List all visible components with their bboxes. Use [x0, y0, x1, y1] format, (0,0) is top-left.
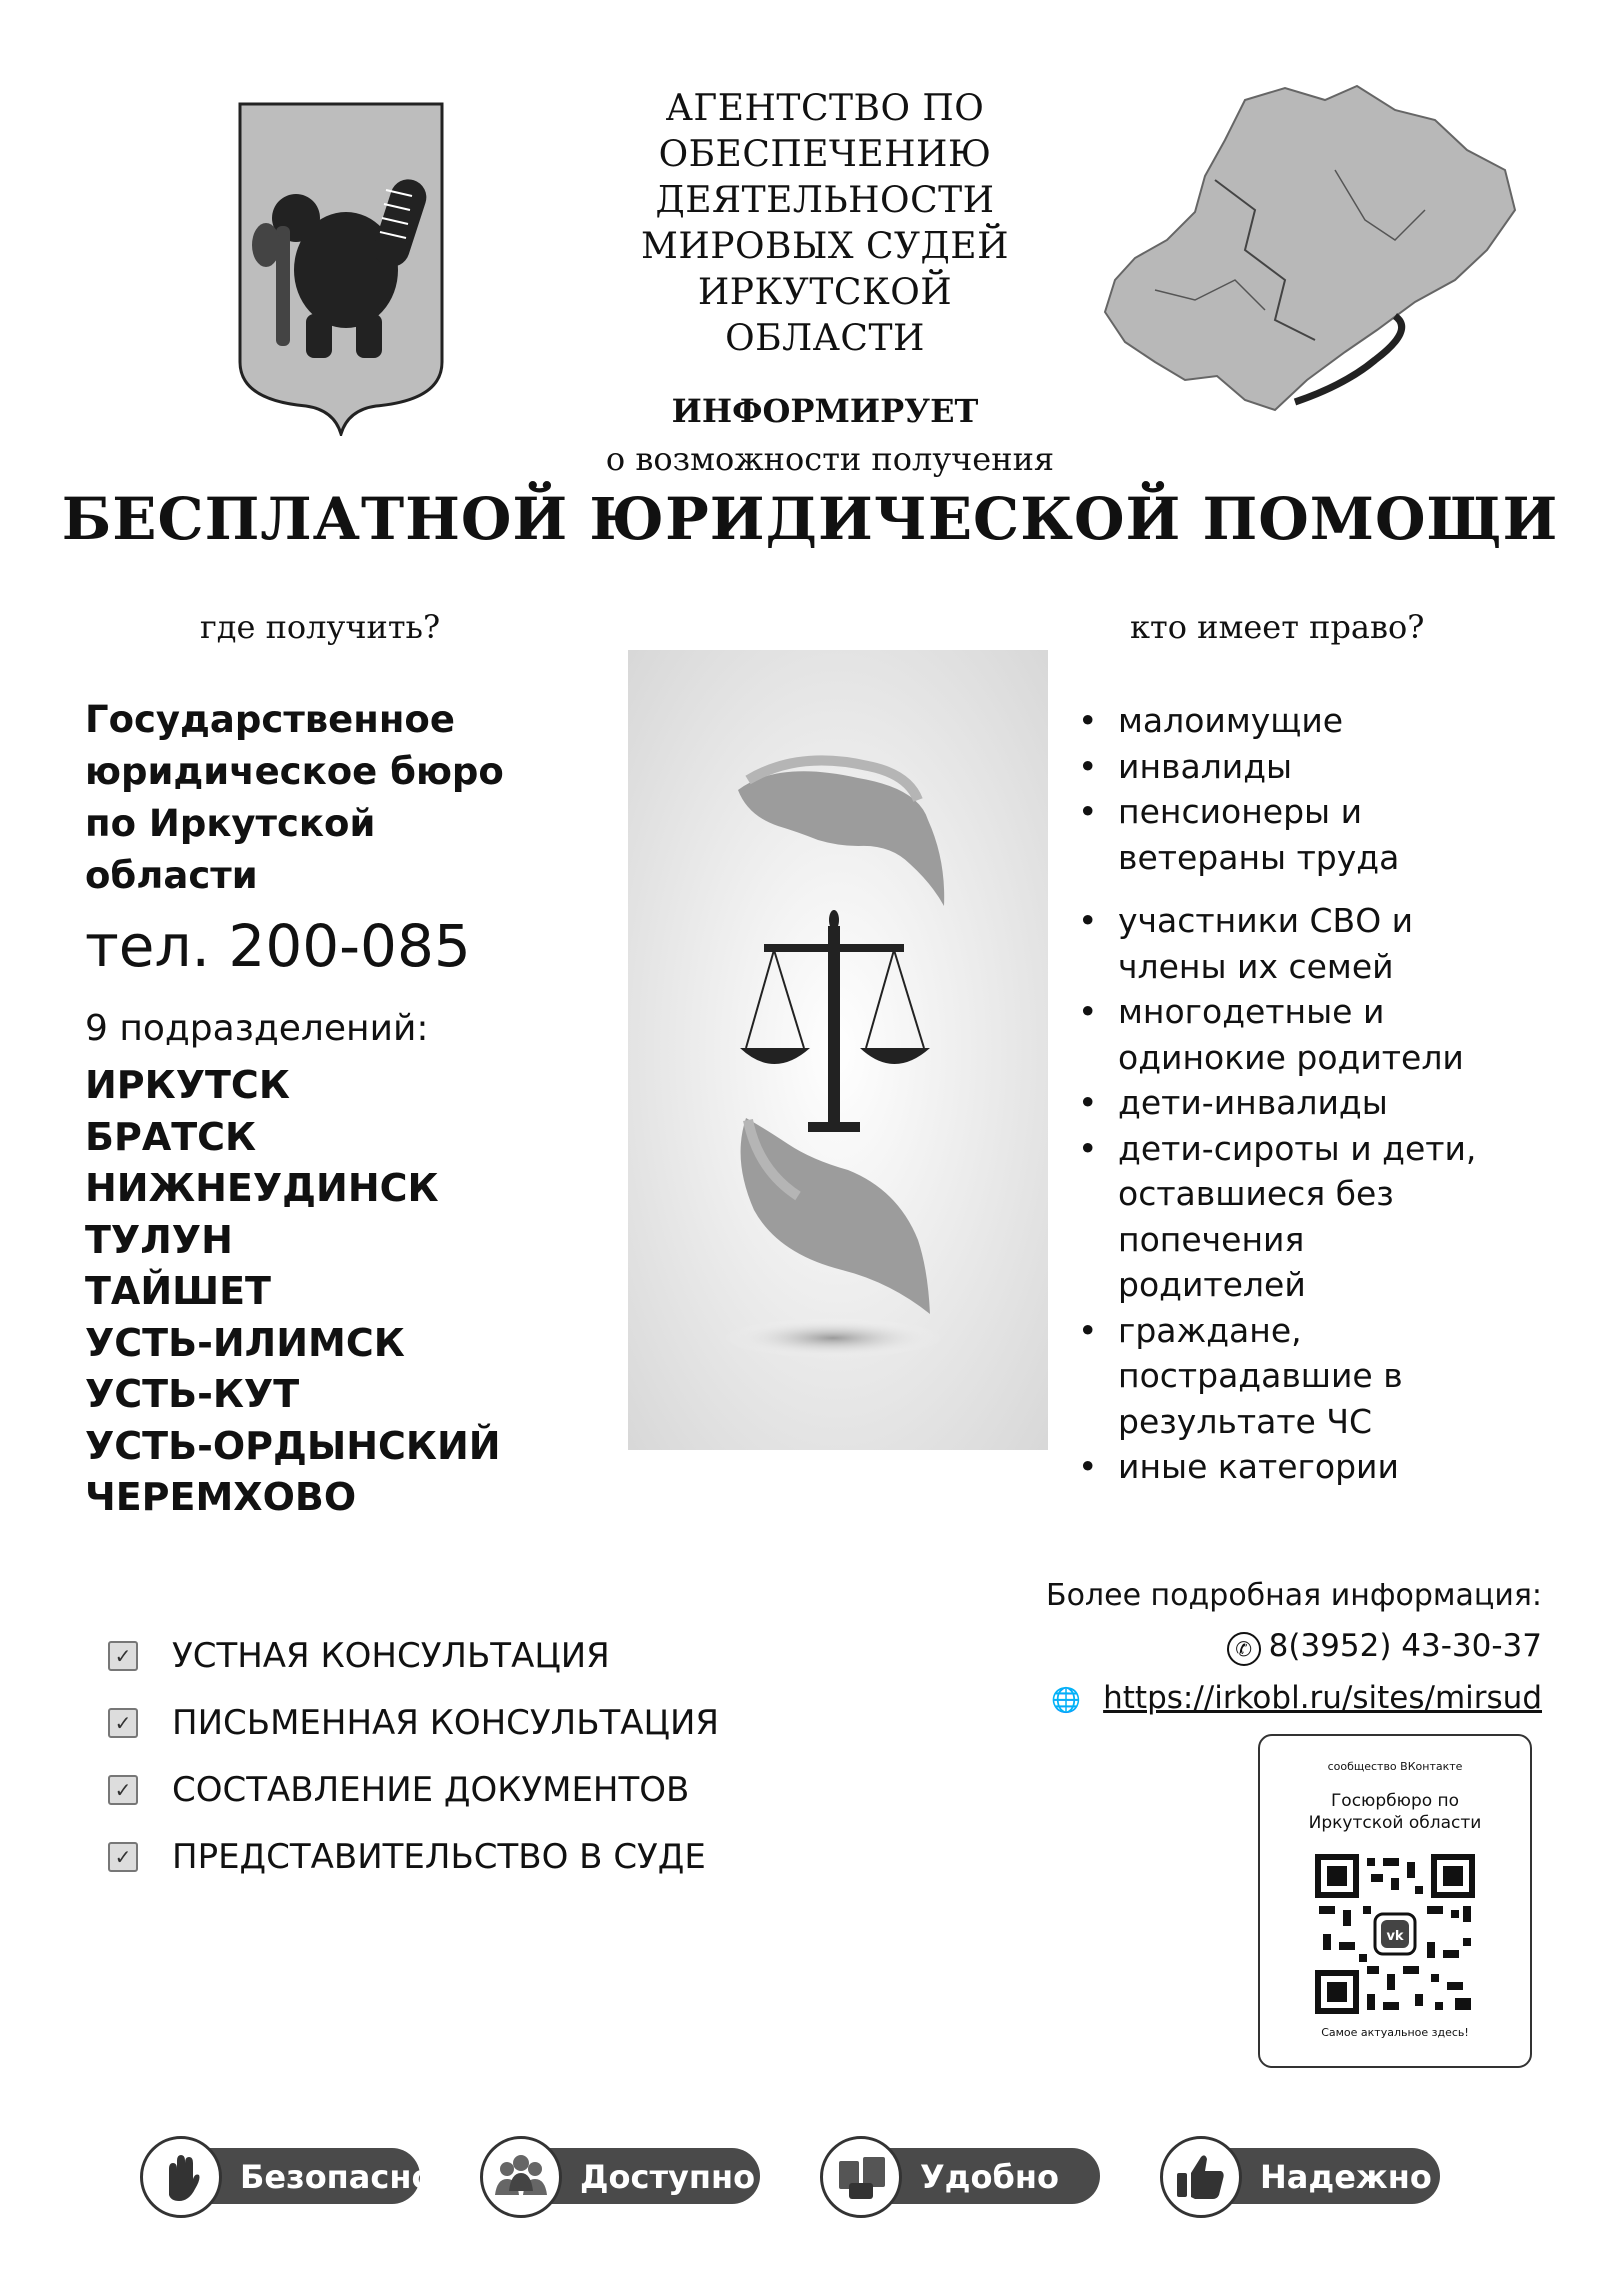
more-info-phone [1100, 1628, 1542, 1666]
agency-line: МИРОВЫХ СУДЕЙ [641, 226, 1009, 267]
qr-caption-top: сообщество ВКонтакте [1327, 1760, 1463, 1773]
category-text: пострадавшие в [1118, 1356, 1403, 1395]
category-item [1078, 1308, 1548, 1445]
badge-label: Удобно [920, 2158, 1059, 2196]
agency-line: ОБЕСПЕЧЕНИЮ [658, 134, 992, 175]
category-item [1078, 1126, 1548, 1308]
qr-name-line: Иркутской области [1308, 1813, 1482, 1833]
informs-heading: ИНФОРМИРУЕТ [671, 392, 979, 430]
service-label: УСТНАЯ КОНСУЛЬТАЦИЯ [172, 1635, 610, 1676]
category-text: результате ЧС [1118, 1401, 1372, 1441]
organization-line: Государственное [85, 698, 455, 741]
who-heading: кто имеет право? [1130, 608, 1425, 646]
hand-stop-icon [140, 2136, 222, 2218]
website-link[interactable]: https://irkobl.ru/sites/mirsud [1103, 1680, 1542, 1716]
service-label: СОСТАВЛЕНИЕ ДОКУМЕНТОВ [172, 1769, 690, 1810]
organization-name [85, 694, 605, 902]
badge-label: Безопасно [240, 2158, 434, 2196]
category-item [1078, 1080, 1548, 1126]
category-text: оставшиеся без [1118, 1174, 1394, 1213]
category-text: родителей [1118, 1265, 1306, 1304]
units-label: 9 подразделений: [85, 1008, 429, 1049]
cities-list [85, 1060, 501, 1524]
category-item [1078, 744, 1548, 790]
city-item: ИРКУТСК [85, 1063, 290, 1107]
svg-text:vk: vk [1386, 1929, 1404, 1944]
where-heading: где получить? [200, 608, 441, 646]
category-text: • малоимущие [1118, 701, 1344, 740]
organization-line: юридическое бюро [85, 750, 504, 793]
qr-code[interactable] [1315, 1854, 1475, 2014]
phone-icon: ✆ [1227, 1632, 1261, 1666]
coat-of-arms-emblem [236, 100, 446, 436]
checkbox-checked-icon: ✓ [108, 1708, 138, 1738]
category-text: одинокие родители [1118, 1037, 1464, 1077]
hands-and-scales-illustration [628, 650, 1048, 1450]
city-item: НИЖНЕУДИНСК [85, 1166, 439, 1210]
agency-line: ИРКУТСКОЙ [697, 272, 953, 313]
agency-line: АГЕНТСТВО ПО [665, 88, 985, 129]
people-group-icon [480, 2136, 562, 2218]
city-item: ТАЙШЕТ [85, 1269, 271, 1313]
city-item: УСТЬ-ИЛИМСК [85, 1320, 405, 1365]
thumbs-up-icon [1160, 2136, 1242, 2218]
badge-label: Доступно [580, 2158, 756, 2196]
checkbox-checked-icon: ✓ [108, 1641, 138, 1671]
city-item: БРАТСК [85, 1114, 257, 1159]
more-info-label: Более подробная информация: [1046, 1578, 1542, 1613]
checkbox-checked-icon: ✓ [108, 1775, 138, 1805]
category-item [1078, 1444, 1548, 1490]
city-item: ЧЕРЕМХОВО [85, 1475, 357, 1519]
category-item [1078, 898, 1548, 989]
category-text: ветераны труда [1118, 837, 1400, 877]
service-label: ПРЕДСТАВИТЕЛЬСТВО В СУДЕ [172, 1836, 706, 1877]
organization-phone: тел. 200-085 [85, 912, 471, 980]
documents-icon [820, 2136, 902, 2218]
category-text: • инвалиды [1118, 746, 1293, 786]
category-text: • пенсионеры и [1118, 792, 1363, 831]
city-item: УСТЬ-ОРДЫНСКИЙ [85, 1423, 501, 1468]
vk-qr-card [1258, 1734, 1532, 2068]
category-item [1078, 989, 1548, 1080]
irkutsk-region-map [1095, 80, 1525, 420]
category-text: • иные категории [1118, 1447, 1399, 1486]
main-title: БЕСПЛАТНОЙ ЮРИДИЧЕСКОЙ ПОМОЩИ [61, 485, 1559, 553]
category-text: • дети-сироты и дети, [1118, 1128, 1477, 1168]
organization-line: по Иркутской [85, 802, 376, 845]
category-text: • граждане, [1118, 1310, 1302, 1350]
phone-number: 8(3952) 43-30-37 [1268, 1628, 1542, 1664]
services-list [108, 1622, 719, 1890]
qr-community-name [1260, 1790, 1530, 1834]
category-text: • многодетные и [1118, 992, 1385, 1031]
benefit-badges [140, 2136, 1520, 2216]
qr-caption-bottom: Самое актуальное здесь! [1321, 2026, 1469, 2039]
organization-line: области [85, 854, 258, 897]
agency-name [600, 86, 1050, 362]
agency-line: ДЕЯТЕЛЬНОСТИ [655, 180, 995, 221]
badge-label: Надежно [1260, 2158, 1432, 2196]
city-item: УСТЬ-КУТ [85, 1372, 300, 1416]
checkbox-checked-icon: ✓ [108, 1842, 138, 1872]
possibility-subtitle: о возможности получения [605, 440, 1055, 478]
agency-line: ОБЛАСТИ [725, 318, 925, 359]
service-label: ПИСЬМЕННАЯ КОНСУЛЬТАЦИЯ [172, 1702, 720, 1743]
service-item [108, 1689, 719, 1756]
category-text: • дети-инвалиды [1118, 1083, 1388, 1122]
service-item [108, 1823, 719, 1890]
category-item [1078, 698, 1548, 744]
service-item [108, 1622, 719, 1689]
category-item [1078, 789, 1548, 880]
more-info-website [980, 1680, 1542, 1716]
category-text: • участники СВО и [1118, 901, 1414, 940]
eligible-categories-list [1078, 698, 1548, 1490]
category-text: попечения [1118, 1219, 1305, 1259]
globe-icon: 🌐 [1051, 1686, 1082, 1714]
category-text: члены их семей [1118, 946, 1394, 986]
service-item [108, 1756, 719, 1823]
city-item: ТУЛУН [85, 1217, 233, 1262]
qr-name-line: Госюрбюро по [1330, 1791, 1460, 1811]
